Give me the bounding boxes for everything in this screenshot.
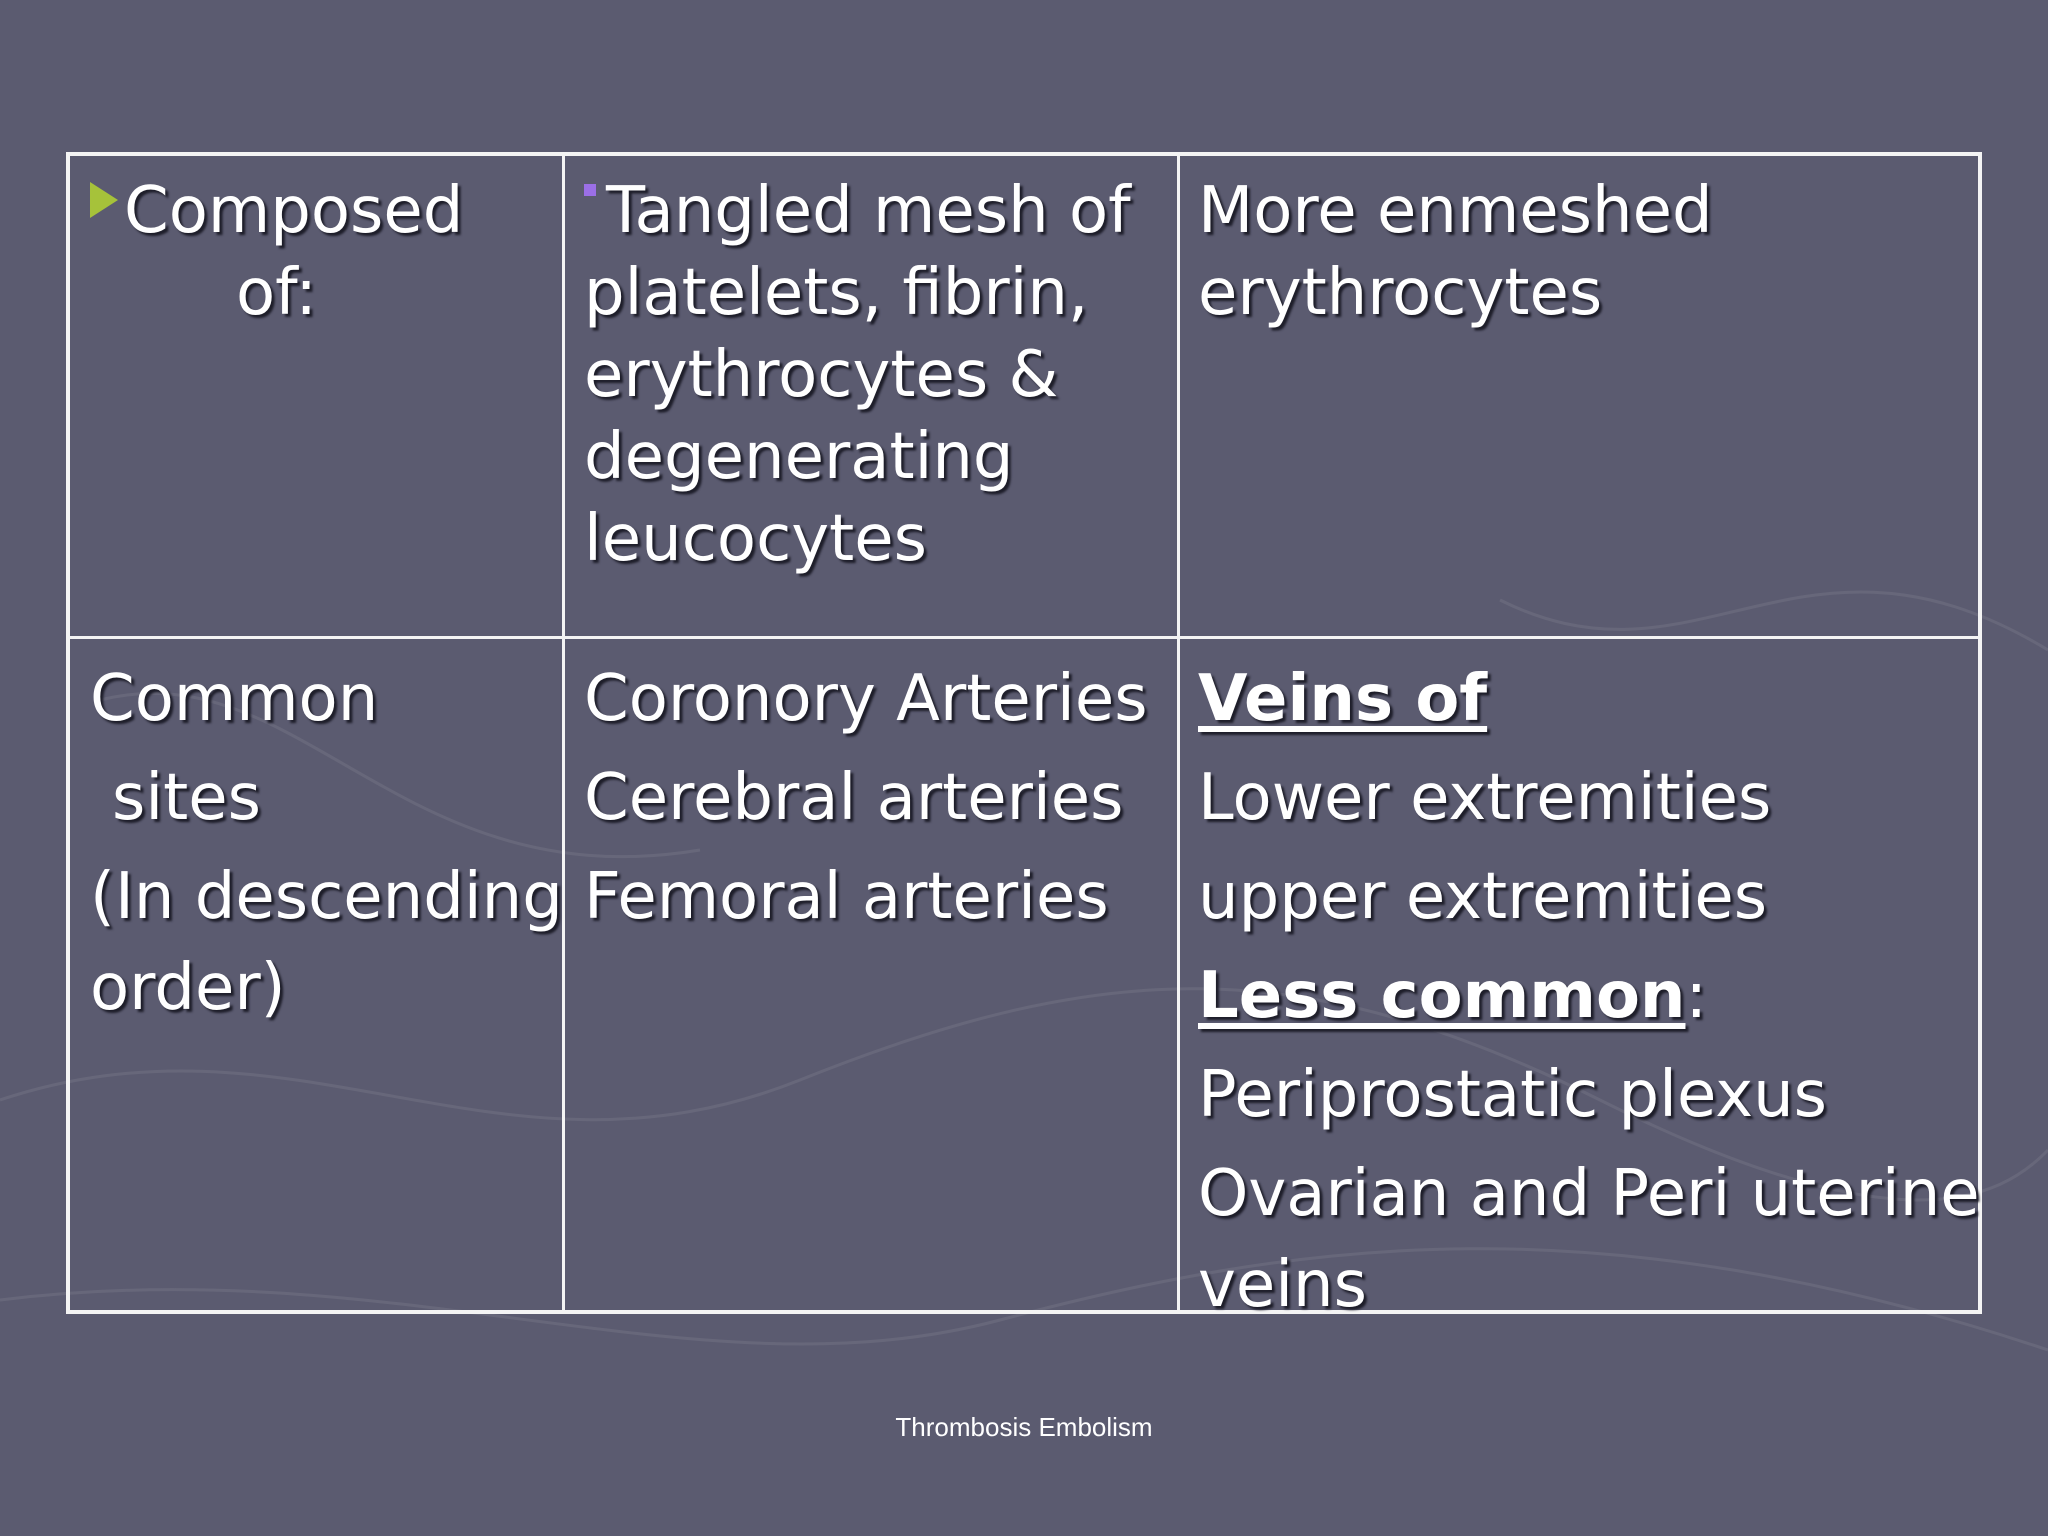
less-common-heading: Less common — [1198, 959, 1686, 1033]
cell-composed-of: Composed of: — [90, 170, 463, 334]
cell-composition-venous: More enmeshed erythrocytes — [1198, 174, 1713, 330]
comparison-table — [66, 152, 1982, 1322]
row-divider — [70, 636, 1978, 639]
cell-arterial-sites: Coronory Arteries Cerebral arteries Femoral arteries — [584, 662, 1148, 934]
venous-site-item: upper extremities — [1198, 860, 1768, 934]
arrow-bullet-icon — [90, 182, 118, 218]
square-bullet-icon — [584, 184, 596, 196]
cell-venous-sites: Veins of Lower extremities upper extremities Less common: Periprostatic plexus Ovarian and Peri uterine veins — [1198, 650, 1980, 1326]
slide-footer: Thrombosis Embolism — [895, 1412, 1153, 1442]
veins-of-heading: Veins of — [1198, 662, 1488, 736]
cell-common-sites: Common sites (In descending order) — [90, 662, 563, 1025]
venous-site-item: Lower extremities — [1198, 761, 1772, 835]
cell-composition-arterial: Tangled mesh of platelets, fibrin, erythrocytes & degenerating leucocytes — [584, 174, 1131, 576]
venous-site-item: veins — [1198, 1248, 1367, 1322]
column-divider — [1177, 156, 1180, 1310]
venous-site-item: Periprostatic plexus — [1198, 1058, 1827, 1132]
venous-site-item: Ovarian and Peri uterine — [1198, 1157, 1980, 1231]
